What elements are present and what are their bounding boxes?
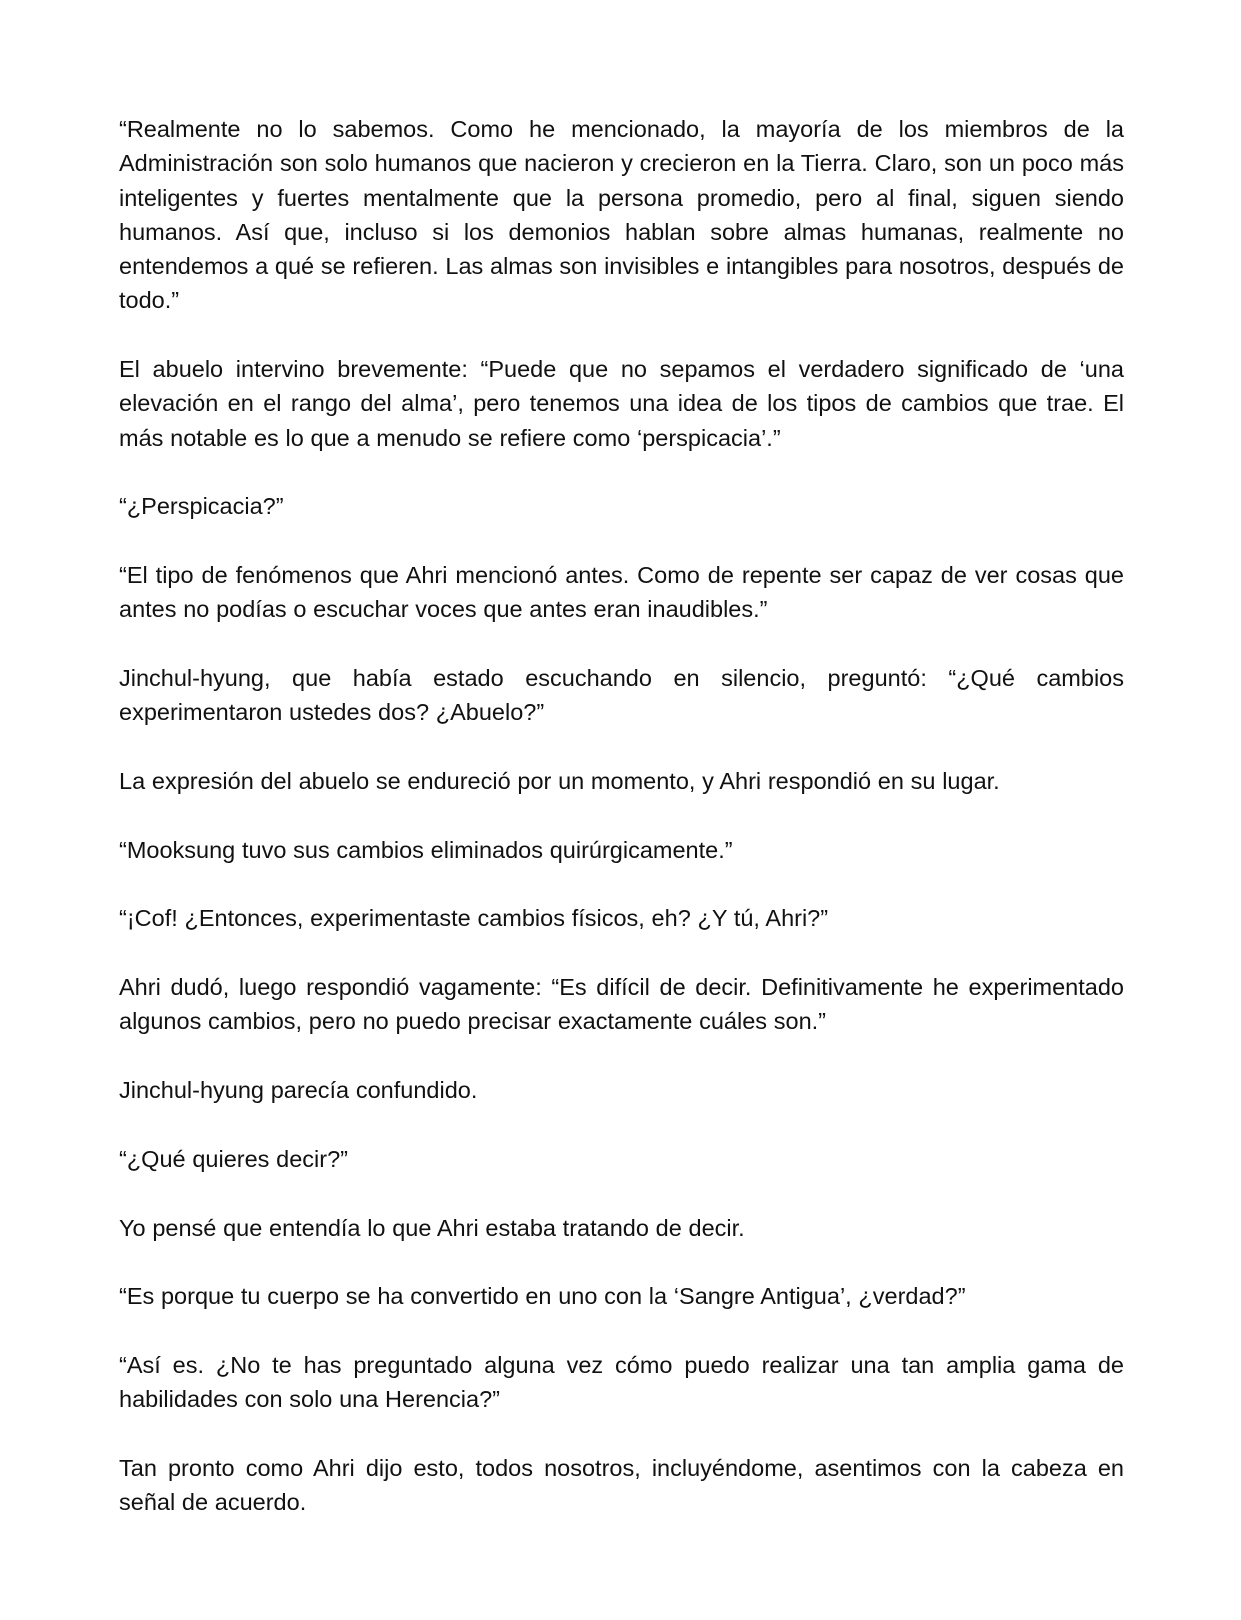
paragraph-1: “Realmente no lo sabemos. Como he mencionado, la mayoría de los miembros de la Administración son solo humanos que nacieron y crecieron en la Tierra. Claro, son un poco más inteligentes y fuertes mentalmente que la persona promedio, pero al final, siguen siendo humanos. Así que, incluso si los demonios hablan sobre almas humanas, realmente no entendemos a qué se refieren. Las almas son invisibles e intangibles para nosotros, después de todo.”: [119, 116, 1124, 314]
paragraph-7: “Mooksung tuvo sus cambios eliminados quirúrgicamente.”: [119, 836, 733, 863]
paragraph-3: “¿Perspicacia?”: [119, 493, 284, 520]
paragraph-8: “¡Cof! ¿Entonces, experimentaste cambios físicos, eh? ¿Y tú, Ahri?”: [119, 905, 829, 932]
paragraph-6: La expresión del abuelo se endureció por un momento, y Ahri respondió en su lugar.: [119, 768, 1000, 795]
paragraph-12: Yo pensé que entendía lo que Ahri estaba tratando de decir.: [119, 1214, 745, 1241]
paragraph-4: “El tipo de fenómenos que Ahri mencionó antes. Como de repente ser capaz de ver cosas que antes no podías o escuchar voces que antes eran inaudibles.”: [119, 562, 1124, 623]
paragraph-10: Jinchul-hyung parecía confundido.: [119, 1077, 478, 1104]
paragraph-5: Jinchul-hyung, que había estado escuchando en silencio, preguntó: “¿Qué cambios experimentaron ustedes dos? ¿Abuelo?”: [119, 665, 1124, 726]
paragraph-14: “Así es. ¿No te has preguntado alguna vez cómo puedo realizar una tan amplia gama de habilidades con solo una Herencia?”: [119, 1351, 1124, 1413]
paragraph-2: El abuelo intervino brevemente: “Puede que no sepamos el verdadero significado de ‘una elevación en el rango del alma’, pero tenemos una idea de los tipos de cambios que trae. El más notable es lo que a menudo se refiere como ‘perspicacia’.”: [119, 356, 1124, 451]
document-page: [119, 112, 1124, 1519]
paragraph-13: “Es porque tu cuerpo se ha convertido en uno con la ‘Sangre Antigua’, ¿verdad?”: [119, 1283, 966, 1310]
paragraph-11: “¿Qué quieres decir?”: [119, 1145, 348, 1172]
paragraph-15: Tan pronto como Ahri dijo esto, todos nosotros, incluyéndome, asentimos con la cabeza en señal de acuerdo.: [119, 1454, 1124, 1516]
paragraph-9: Ahri dudó, luego respondió vagamente: “Es difícil de decir. Definitivamente he experimentado algunos cambios, pero no puedo precisar exactamente cuáles son.”: [119, 974, 1124, 1035]
